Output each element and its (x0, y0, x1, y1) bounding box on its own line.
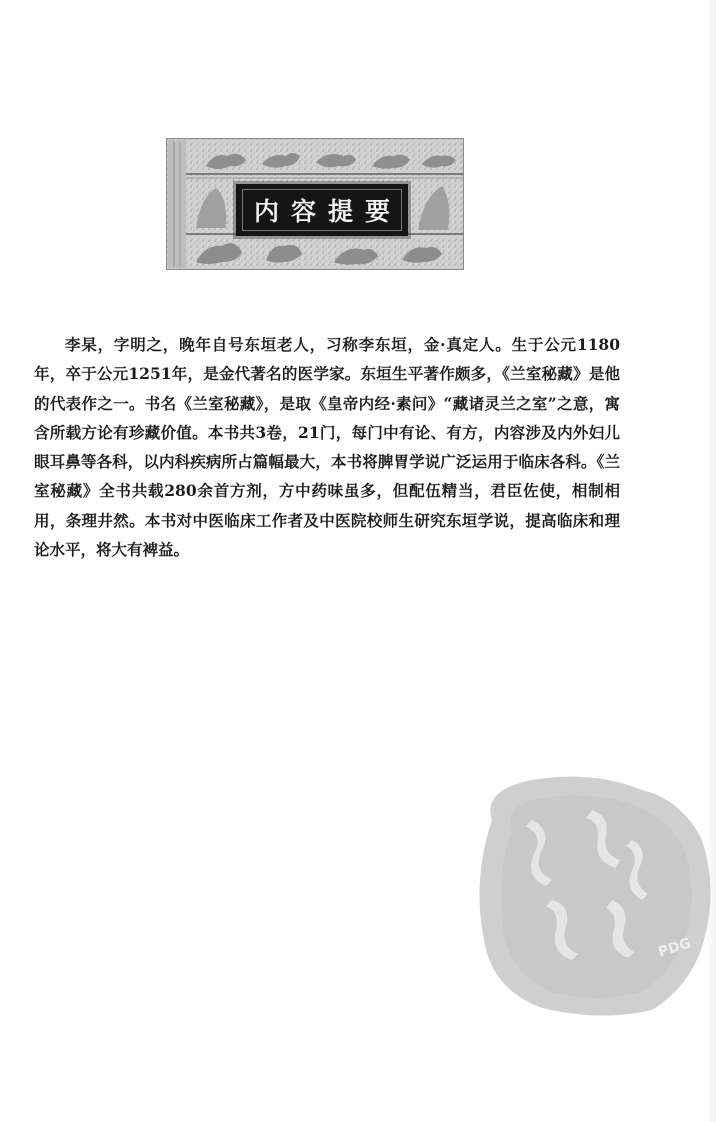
seal-pdg-text: PDG (656, 935, 694, 961)
page-title: 内容提要 (253, 197, 402, 226)
decorative-banner (166, 138, 464, 270)
title-plaque (236, 184, 408, 236)
seal-stamp-watermark (472, 770, 716, 1020)
seal-icon (472, 770, 716, 1020)
summary-paragraph: 李杲，字明之，晚年自号东垣老人，习称李东垣，金·真定人。生于公元1180年，卒于公元1251年，是金代著名的医学家。东垣生平著作颇多，《兰室秘藏》是他的代表作之一。书名《兰室秘藏》，是取《皇帝内经·素问》“藏诸灵兰之室”之意，寓含所载方论有珍藏价值。本书共3卷，21门，每门中有论、有方，内容涉及内外妇儿眼耳鼻等各科，以内科疾病所占篇幅最大，本书将脾胃学说广泛运用于临床各科。《兰室秘藏》全书共载280余首方剂，方中药味虽多，但配伍精当，君臣佐使，相制相用，条理井然。本书对中医临床工作者及中医院校师生研究东垣学说，提高临床和理论水平，将大有裨益。 (34, 335, 620, 560)
